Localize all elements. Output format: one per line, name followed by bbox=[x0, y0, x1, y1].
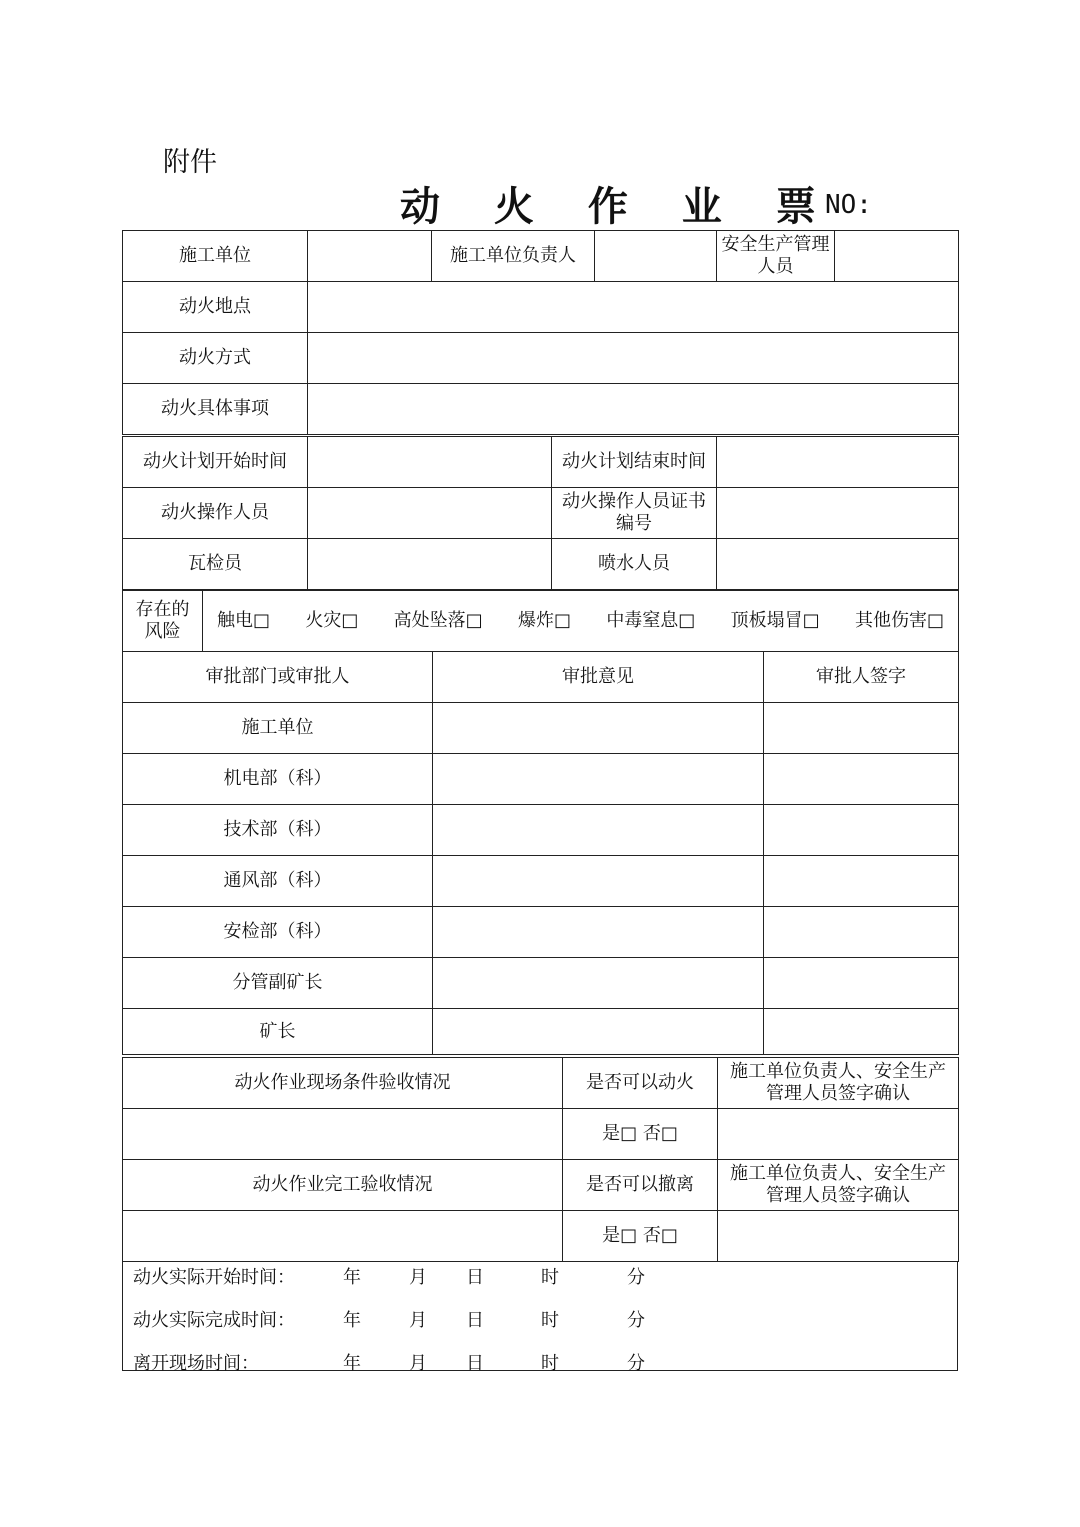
minute-unit: 分 bbox=[627, 1267, 645, 1288]
can-leave-checkbox[interactable]: 是□ 否□ bbox=[563, 1211, 718, 1262]
approval-sign-field[interactable] bbox=[764, 958, 959, 1009]
risk-electric-checkbox[interactable]: 触电□ bbox=[217, 610, 271, 631]
risk-poison-checkbox[interactable]: 中毒窒息□ bbox=[606, 610, 696, 631]
risk-label: 存在的风险 bbox=[123, 591, 203, 652]
year-unit: 年 bbox=[343, 1267, 361, 1288]
plan-end-label: 动火计划结束时间 bbox=[552, 437, 717, 488]
approval-dept-label: 技术部（科） bbox=[123, 805, 433, 856]
approval-sign-field[interactable] bbox=[764, 907, 959, 958]
month-unit: 月 bbox=[409, 1267, 427, 1288]
confirm-sign-label: 施工单位负责人、安全生产管理人员签字确认 bbox=[718, 1058, 959, 1109]
operator-cert-label: 动火操作人员证书编号 bbox=[552, 488, 717, 539]
details-field[interactable] bbox=[308, 384, 959, 435]
actual-end-label: 动火实际完成时间： bbox=[133, 1310, 295, 1331]
approval-opinion-field[interactable] bbox=[433, 805, 764, 856]
actual-end-row bbox=[133, 1306, 645, 1332]
approval-dept-label: 施工单位 bbox=[123, 703, 433, 754]
approval-opinion-header: 审批意见 bbox=[433, 652, 764, 703]
location-field[interactable] bbox=[308, 282, 959, 333]
leave-time-row bbox=[133, 1349, 645, 1375]
actual-start-row bbox=[133, 1263, 645, 1289]
month-unit: 月 bbox=[409, 1310, 427, 1331]
site-condition-field[interactable] bbox=[123, 1109, 563, 1160]
site-condition-label: 动火作业现场条件验收情况 bbox=[123, 1058, 563, 1109]
unit-leader-label: 施工单位负责人 bbox=[432, 231, 595, 282]
confirm-sign-label: 施工单位负责人、安全生产管理人员签字确认 bbox=[718, 1160, 959, 1211]
approval-dept-label: 安检部（科） bbox=[123, 907, 433, 958]
schedule-table bbox=[122, 436, 959, 590]
approval-sign-field[interactable] bbox=[764, 805, 959, 856]
risk-options bbox=[203, 591, 959, 652]
approval-dept-label: 机电部（科） bbox=[123, 754, 433, 805]
gas-inspector-label: 瓦检员 bbox=[123, 539, 308, 590]
approval-sign-header: 审批人签字 bbox=[764, 652, 959, 703]
plan-start-label: 动火计划开始时间 bbox=[123, 437, 308, 488]
sprinkler-label: 喷水人员 bbox=[552, 539, 717, 590]
risk-other-checkbox[interactable]: 其他伤害□ bbox=[854, 610, 944, 631]
approval-opinion-field[interactable] bbox=[433, 907, 764, 958]
completion-field[interactable] bbox=[123, 1211, 563, 1262]
construction-unit-field[interactable] bbox=[308, 231, 432, 282]
risk-roof-checkbox[interactable]: 顶板塌冒□ bbox=[730, 610, 820, 631]
month-unit: 月 bbox=[409, 1353, 427, 1374]
attachment-label: 附件 bbox=[163, 147, 217, 178]
risk-fire-checkbox[interactable]: 火灾□ bbox=[305, 610, 359, 631]
can-fire-label: 是否可以动火 bbox=[563, 1058, 718, 1109]
construction-unit-label: 施工单位 bbox=[123, 231, 308, 282]
basic-info-table bbox=[122, 230, 959, 435]
safety-manager-label: 安全生产管理人员 bbox=[717, 231, 835, 282]
risk-fall-checkbox[interactable]: 高处坠落□ bbox=[393, 610, 483, 631]
operator-field[interactable] bbox=[308, 488, 552, 539]
plan-start-field[interactable] bbox=[308, 437, 552, 488]
operator-label: 动火操作人员 bbox=[123, 488, 308, 539]
approval-dept-header: 审批部门或审批人 bbox=[123, 652, 433, 703]
approval-opinion-field[interactable] bbox=[433, 856, 764, 907]
approval-sign-field[interactable] bbox=[764, 856, 959, 907]
approval-dept-label: 分管副矿长 bbox=[123, 958, 433, 1009]
approval-opinion-field[interactable] bbox=[433, 703, 764, 754]
day-unit: 日 bbox=[466, 1310, 484, 1331]
completion-label: 动火作业完工验收情况 bbox=[123, 1160, 563, 1211]
operator-cert-field[interactable] bbox=[717, 488, 959, 539]
year-unit: 年 bbox=[343, 1310, 361, 1331]
plan-end-field[interactable] bbox=[717, 437, 959, 488]
serial-number-label: NO: bbox=[825, 190, 872, 220]
day-unit: 日 bbox=[466, 1267, 484, 1288]
confirm-sign-field[interactable] bbox=[718, 1211, 959, 1262]
location-label: 动火地点 bbox=[123, 282, 308, 333]
acceptance-table bbox=[122, 1057, 959, 1262]
day-unit: 日 bbox=[466, 1353, 484, 1374]
actual-start-label: 动火实际开始时间： bbox=[133, 1267, 295, 1288]
can-leave-label: 是否可以撤离 bbox=[563, 1160, 718, 1211]
hour-unit: 时 bbox=[541, 1310, 559, 1331]
approval-dept-label: 通风部（科） bbox=[123, 856, 433, 907]
gas-inspector-field[interactable] bbox=[308, 539, 552, 590]
document-title: 动 火 作 业 票 bbox=[400, 184, 836, 230]
actual-times-box bbox=[122, 1262, 958, 1374]
confirm-sign-field[interactable] bbox=[718, 1109, 959, 1160]
details-label: 动火具体事项 bbox=[123, 384, 308, 435]
method-field[interactable] bbox=[308, 333, 959, 384]
approval-sign-field[interactable] bbox=[764, 754, 959, 805]
safety-manager-field[interactable] bbox=[835, 231, 959, 282]
unit-leader-field[interactable] bbox=[595, 231, 717, 282]
approval-opinion-field[interactable] bbox=[433, 958, 764, 1009]
approval-opinion-field[interactable] bbox=[433, 754, 764, 805]
risk-table bbox=[122, 590, 959, 652]
approval-dept-label: 矿长 bbox=[123, 1009, 433, 1055]
year-unit: 年 bbox=[343, 1353, 361, 1374]
risk-explosion-checkbox[interactable]: 爆炸□ bbox=[517, 610, 571, 631]
approval-sign-field[interactable] bbox=[764, 1009, 959, 1055]
minute-unit: 分 bbox=[627, 1353, 645, 1374]
can-fire-checkbox[interactable]: 是□ 否□ bbox=[563, 1109, 718, 1160]
approval-sign-field[interactable] bbox=[764, 703, 959, 754]
leave-time-label: 离开现场时间： bbox=[133, 1353, 259, 1374]
method-label: 动火方式 bbox=[123, 333, 308, 384]
sprinkler-field[interactable] bbox=[717, 539, 959, 590]
hour-unit: 时 bbox=[541, 1353, 559, 1374]
approval-opinion-field[interactable] bbox=[433, 1009, 764, 1055]
approval-table bbox=[122, 651, 959, 1055]
minute-unit: 分 bbox=[627, 1310, 645, 1331]
hour-unit: 时 bbox=[541, 1267, 559, 1288]
